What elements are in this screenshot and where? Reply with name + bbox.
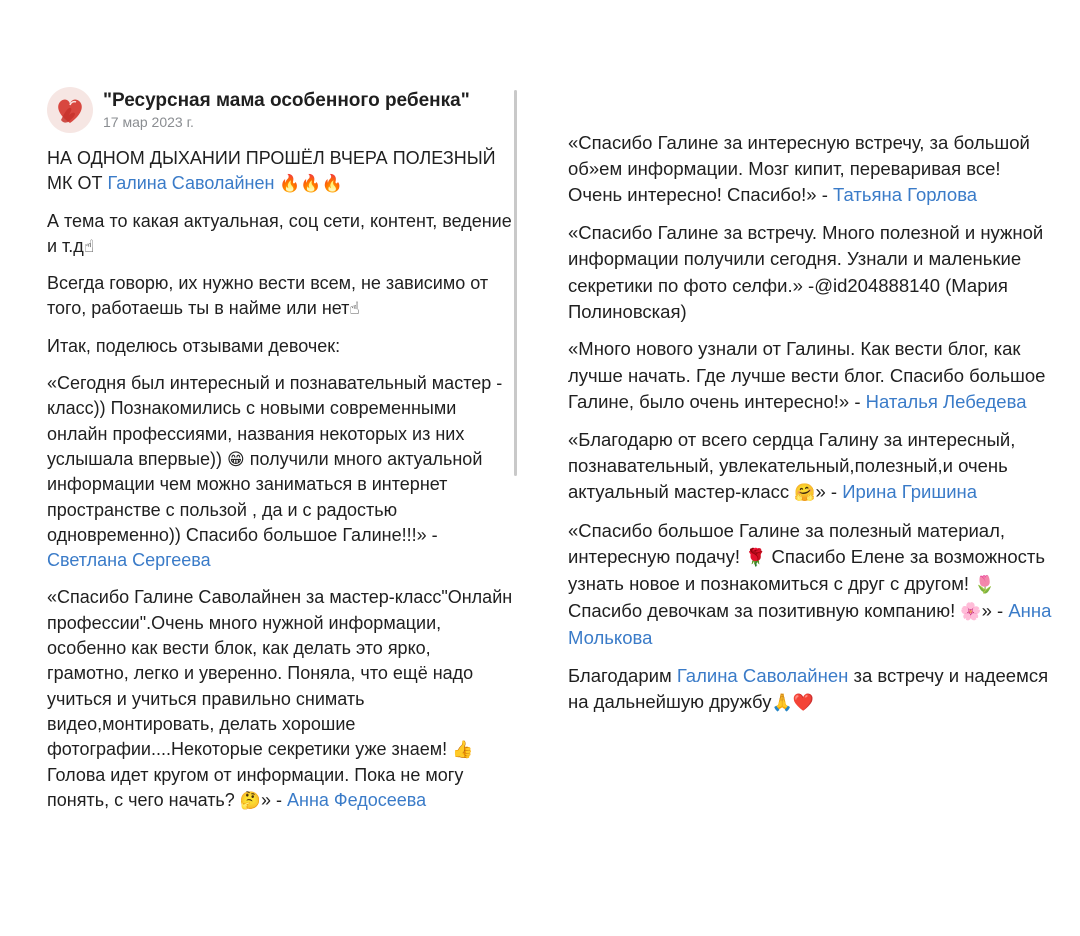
reviewer-link-svetlana[interactable]: Светлана Сергеева bbox=[47, 550, 211, 571]
review-natalya: «Много нового узнали от Галины. Как вести блог, как лучше начать. Где лучше вести блог. Спасибо большое Галине, было очень интересно!» - Наталья Лебедева bbox=[568, 338, 1046, 412]
post-paragraph-topic: А тема то какая актуальная, соц сети, контент, ведение и т.д☝ bbox=[47, 210, 512, 256]
right-column bbox=[568, 130, 1058, 728]
review-anna-m: «Спасибо большое Галине за полезный материал, интересную подачу! 🌹 Спасибо Елене за возможность узнать новое и познакомиться с друг с другом! 🌷 Спасибо девочкам за позитивную компанию! 🌸» - Анна Молькова bbox=[568, 519, 1052, 649]
author-link[interactable]: Галина Саволайнен bbox=[107, 173, 275, 194]
post-paragraph-advice: Всегда говорю, их нужно вести всем, не зависимо от того, работаешь ты в найме или нет☝ bbox=[47, 273, 489, 319]
review-tatyana: «Спасибо Галине за интересную встречу, за большой об»ем информации. Мозг кипит, переваривая все! Очень интересно! Спасибо!» - Татьяна Горлова bbox=[568, 132, 1030, 206]
tulip-icon: 🌷 bbox=[974, 575, 996, 595]
thumbs-up-icon: 👍 bbox=[452, 740, 474, 760]
reviewer-link-irina[interactable]: Ирина Гришина bbox=[842, 480, 978, 502]
post-date[interactable]: 17 мар 2023 г. bbox=[103, 114, 194, 130]
hugging-face-icon: 🤗 bbox=[794, 482, 816, 502]
reviewer-link-natalya[interactable]: Наталья Лебедева bbox=[865, 390, 1027, 412]
review-maria: «Спасибо Галине за встречу. Много полезной и нужной информации получили сегодня. Узнали и маленькие секретики по фото селфи.» -@id204888140 (Мария Полиновская) bbox=[568, 222, 1044, 322]
reviewer-link-tatyana[interactable]: Татьяна Горлова bbox=[833, 184, 978, 206]
post-paragraph-reviews-intro: Итак, поделюсь отзывами девочек: bbox=[47, 335, 341, 356]
reviewer-link-anna-f[interactable]: Анна Федосеева bbox=[287, 789, 427, 810]
heart-hand-icon bbox=[47, 87, 93, 133]
reviewer-link-anna-m[interactable]: Анна Молькова bbox=[568, 600, 1052, 649]
review-irina: «Благодарю от всего сердца Галину за интересный, познавательный, увлекательный,полезный,и очень актуальный мастер-класс 🤗» - Ирина Гришина bbox=[568, 428, 1016, 502]
author-link-closing[interactable]: Галина Саволайнен bbox=[676, 665, 849, 687]
pointing-up-icon: ☝ bbox=[349, 299, 360, 319]
cherry-blossom-icon: 🌸 bbox=[960, 602, 982, 622]
left-column bbox=[47, 86, 517, 825]
folded-hands-heart-icon: 🙏❤️ bbox=[771, 693, 814, 713]
closing-thanks: Благодарим Галина Саволайнен за встречу и надеемся на дальнейшую дружбу🙏❤️ bbox=[568, 665, 1049, 713]
pointing-up-icon: ☝ bbox=[83, 236, 95, 256]
review-svetlana: «Сегодня был интересный и познавательный мастер - класс)) Познакомились с новыми современными онлайн профессиями, названия некоторых из них услышала впервые)) 😁 получили много актуальной информации чем можно заниматься в интернет пространстве с пользой , да и с радостью одновременно)) Спасибо большое Галине!!!» - Светлана Сергеева bbox=[47, 373, 503, 571]
post-paragraph-intro: НА ОДНОМ ДЫХАНИИ ПРОШЁЛ ВЧЕРА ПОЛЕЗНЫЙ МК ОТ Галина Саволайнен 🔥🔥🔥 bbox=[47, 148, 496, 194]
grinning-face-icon: 😁 bbox=[227, 449, 245, 469]
rose-icon: 🌹 bbox=[745, 547, 767, 567]
group-name[interactable]: "Ресурсная мама особенного ребенка" bbox=[103, 90, 470, 111]
review-anna-f: «Спасибо Галине Саволайнен за мастер-класс"Онлайн профессии".Очень много нужной информации, особенно как вести блок, как делать это ярко, грамотно, легко и уверенно. Поняла, что ещё надо учиться и учиться правильно снимать видео,монтировать, делать хорошие фотографии....Некоторые секретики уже знаем! 👍 Голова идет кругом от информации. Пока не могу понять, с чего начать? 🤔» - Анна Федосеева bbox=[47, 587, 513, 810]
thinking-face-icon: 🤔 bbox=[239, 790, 261, 810]
group-avatar[interactable] bbox=[47, 87, 93, 133]
fire-icon: 🔥🔥🔥 bbox=[274, 174, 343, 194]
post-header bbox=[47, 86, 517, 134]
